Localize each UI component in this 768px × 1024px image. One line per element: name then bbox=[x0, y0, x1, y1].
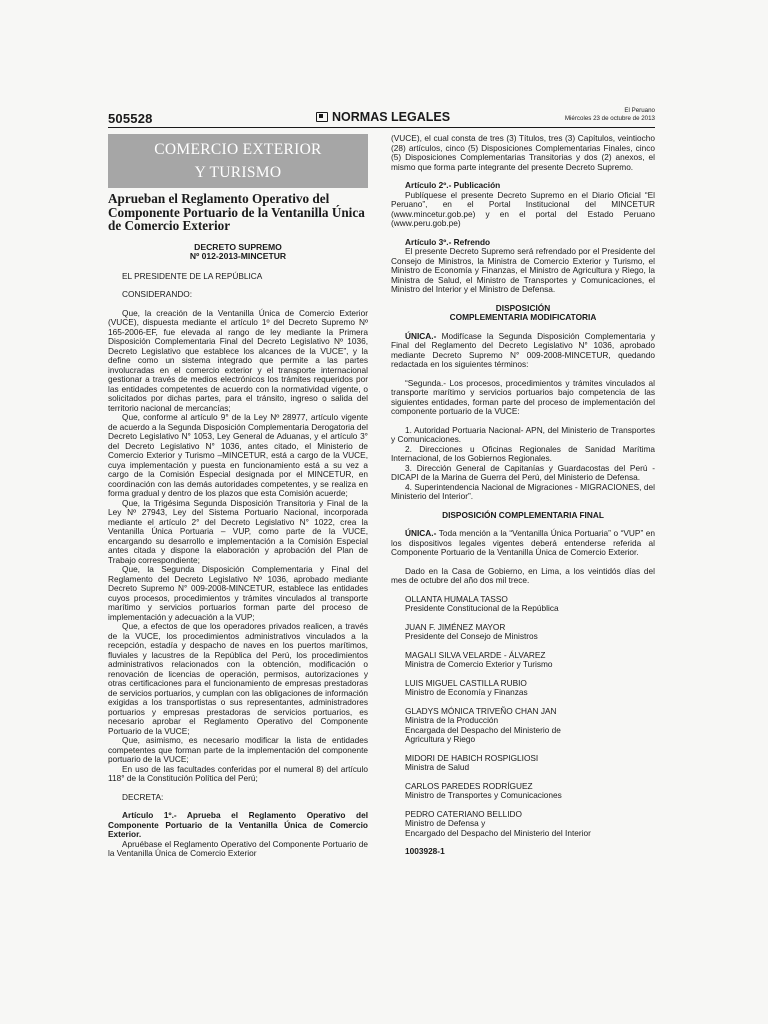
article-1-text: Apruébase el Reglamento Operativo del Componente Portuario de la Ventanilla Única de Comercio Exterior bbox=[108, 838, 368, 858]
paragraph: Que, la Trigésima Segunda Disposición Transitoria y Final de la Ley Nº 27943, Ley del Sistema Portuario Nacional, incorporada mediante el artículo 2° del Decreto Legislativo N° 1022, crea la Ventanilla Única Portuaria – VUP, como parte de la VUCE, encargando su desarrollo e implementación a la Comisión Especial antes citada y dispone la elaboración y aprobación del Plan de Trabajo correspondiente; bbox=[108, 497, 368, 565]
final-disposition-text: Toda mención a la “Ventanilla Única Portuaria” o “VUP” en los dispositivos legales vigentes deberá entenderse referida al Componente Portuario de la Ventanilla Única de Comercio Exterior. bbox=[391, 528, 655, 557]
quoted-paragraph: “Segunda.- Los procesos, procedimientos y trámites vinculados al transporte marítimo y servicios portuarios bajo competencia de las siguientes entidades, forman parte del proceso de implementación del componente portuario de la VUCE: bbox=[391, 377, 655, 416]
signatory-name: OLLANTA HUMALA TASSO bbox=[405, 593, 508, 604]
decree-type: DECRETO SUPREMO bbox=[194, 241, 282, 252]
signatory-name: GLADYS MÓNICA TRIVEÑO CHAN JAN bbox=[405, 705, 557, 716]
signatures bbox=[391, 595, 655, 857]
signatory-role: Presidente del Consejo de Ministros bbox=[405, 631, 538, 641]
publication-name: NORMAS LEGALES bbox=[332, 110, 451, 124]
section-banner-line: COMERCIO EXTERIOR bbox=[154, 141, 322, 158]
signatory-role: Ministra de Salud bbox=[405, 762, 470, 772]
paragraph: Que, a efectos de que los operadores privados realicen, a través de la VUCE, los procedimientos administrativos vinculados a la recepción, estadía y despacho de naves en los puertos marítimos, fluviales y lacustres de la República del Perú, los procedimientos administrativos relacionados con la obtención, modificación o renovación de licencias de operación, permisos, autorizaciones y otras certificaciones para el funcionamiento de empresas prestadoras de servicios portuarios, y cumplan con las obligaciones de información exigidas a los transportistas o sus representantes, administradores portuarios y empresas prestadoras de servicios portuarios, es necesario aprobar el Reglamento Operativo del Componente Portuario de la VUCE; bbox=[108, 621, 368, 736]
publication-code: 1003928-1 bbox=[405, 846, 445, 856]
paper-name: El Peruano bbox=[624, 107, 655, 114]
paragraph: CONSIDERANDO: bbox=[122, 289, 193, 299]
article-3-text: El presente Decreto Supremo será refrendado por el Presidente del Consejo de Ministros, la Ministra de Comercio Exterior y Turismo, el Ministro de Economía y Finanzas, el Ministro de Agricultura y Riego, la Ministra de Salud, el Ministro de Transportes y Comunicaciones, el Ministro del Interior y el Ministro de Defensa. bbox=[391, 246, 655, 294]
right-column bbox=[391, 134, 655, 857]
list-item: 1. Autoridad Portuaria Nacional- APN, del Ministerio de Transportes y Comunicaciones. bbox=[391, 424, 655, 444]
left-column bbox=[108, 134, 368, 859]
final-disposition-lead: ÚNICA.- bbox=[405, 528, 437, 538]
paragraph: EL PRESIDENTE DE LA REPÚBLICA bbox=[122, 270, 263, 281]
signatory-role: Agricultura y Riego bbox=[405, 734, 476, 744]
signatory-role: Presidente Constitucional de la República bbox=[405, 603, 559, 613]
closing-paragraph: Dado en la Casa de Gobierno, en Lima, a los veintidós días del mes de octubre del año dos mil trece. bbox=[391, 565, 655, 585]
article-1-heading-text: Artículo 1º.- Aprueba el Reglamento Operativo del Componente Portuario de la Ventanilla Única de Comercio Exterior. bbox=[108, 810, 368, 839]
paragraph: Que, la Segunda Disposición Complementaria y Final del Reglamento del Decreto Legislativo Nº 1036, aprobado mediante Decreto Supremo N° 009-2008-MINCETUR, establece las entidades cuyos procesos, procedimientos y trámites vinculados al transporte marítimo y servicios portuarios forman parte del proceso de implementación y adecuación a la VUP; bbox=[108, 564, 368, 622]
page-number: 505528 bbox=[108, 111, 153, 126]
header-dateline bbox=[565, 107, 655, 123]
article-headline: Aprueban el Reglamento Operativo del Componente Portuario de la Ventanilla Única de Comercio Exterior bbox=[108, 191, 365, 233]
header-rule bbox=[108, 127, 655, 128]
publication-logo bbox=[316, 110, 450, 124]
signatory-name: MAGALI SILVA VELARDE - ÁLVAREZ bbox=[405, 649, 546, 660]
logo-icon bbox=[316, 112, 328, 122]
disposition-text: Modifícase la Segunda Disposición Complementaria y Final del Reglamento del Decreto Legislativo N° 1036, aprobado mediante Decreto Supremo N° 009-2008-MINCETUR, quedando redactada en los siguientes términos: bbox=[391, 330, 655, 369]
list-item: 3. Dirección General de Capitanías y Guardacostas del Perú - DICAPI de la Marina de Guerra del Perú, del Ministerio de Defensa. bbox=[391, 462, 655, 482]
signatory-role: Ministro de Economía y Finanzas bbox=[405, 687, 528, 697]
signatory-role: Encargado del Despacho del Ministerio del Interior bbox=[405, 827, 591, 838]
final-disposition-title: DISPOSICIÓN COMPLEMENTARIA FINAL bbox=[442, 509, 604, 520]
section-banner bbox=[108, 134, 368, 188]
signatory-name: PEDRO CATERIANO BELLIDO bbox=[405, 808, 522, 819]
signatory-role: Ministro de Transportes y Comunicaciones bbox=[405, 790, 562, 800]
disposition-subtitle: COMPLEMENTARIA MODIFICATORIA bbox=[449, 312, 597, 322]
final-disposition-paragraph bbox=[391, 529, 655, 558]
disposition-paragraph bbox=[391, 332, 655, 370]
decree-title bbox=[108, 243, 368, 262]
signatory-name: JUAN F. JIMÉNEZ MAYOR bbox=[405, 621, 506, 632]
signatory-name: CARLOS PAREDES RODRÍGUEZ bbox=[405, 780, 533, 791]
article-2-text: Publíquese el presente Decreto Supremo en el Diario Oficial “El Peruano”, en el Portal Institucional del MINCETUR (www.mincetur.gob.pe) y en el portal del Estado Peruano (www.peru.gob.pe) bbox=[391, 189, 655, 228]
article-1-heading bbox=[108, 811, 368, 840]
section-banner-line: Y TURISMO bbox=[194, 164, 282, 181]
signatory-role: Ministro de Defensa y bbox=[405, 818, 486, 828]
paragraph: Que, la creación de la Ventanilla Única de Comercio Exterior (VUCE), dispuesta mediante el artículo 1º del Decreto Supremo Nº 165-2006-EF, fue elevada al rango de ley mediante la Primera Disposición Complementaria Final del Decreto Legislativo Nº 1036, Decreto Legislativo que establece los alcances de la VUCE”, y la define como un sistema integrado que permite a las partes involucradas en el comercio exterior y el transporte internacional gestionar a través de medios electrónicos los trámites requeridos por las entidades competentes de acuerdo con la normatividad vigente, o solicitados por dichas partes, para el tránsito, ingreso o salida del territorio nacional de mercancías; bbox=[108, 307, 368, 413]
paragraph: DECRETA: bbox=[122, 791, 164, 802]
article-3-heading-text: Artículo 3º.- Refrendo bbox=[405, 236, 491, 247]
list-item: 2. Direcciones u Oficinas Regionales de Sanidad Marítima Internacional, de los Gobiernos Regionales. bbox=[391, 443, 655, 463]
paragraph: Que, asimismo, es necesario modificar la lista de entidades competentes que forman parte de la implementación del componente portuario de la VUCE; bbox=[108, 735, 368, 764]
signatory-name: MIDORI DE HABICH ROSPIGLIOSI bbox=[405, 752, 539, 763]
article-2-heading-text: Artículo 2º.- Publicación bbox=[405, 180, 501, 190]
issue-date: Miércoles 23 de octubre de 2013 bbox=[564, 115, 655, 122]
signatory-role: Encargada del Despacho del Ministerio de bbox=[405, 724, 561, 735]
paragraph: Que, conforme al artículo 9° de la Ley Nº 28977, artículo vigente de acuerdo a la Segunda Disposición Complementaria Derogatoria del Decreto Legislativo N° 1053, Ley General de Aduanas, y el artículo 3° del Decreto Legislativo N° 1036, antes citado, el Ministerio de Comercio Exterior y Turismo –MINCETUR, está a cargo de la VUCE, cuya implementación y puesta en funcionamiento está a su vez a cargo de la Comisión Especial designada por el MINCETUR, en coordinación con las demás autoridades competentes, y se realiza en forma gradual y dentro de los plazos que esta Comisión acuerde; bbox=[108, 412, 368, 498]
signatory-role: Ministra de la Producción bbox=[405, 715, 499, 725]
signatory-role: Ministra de Comercio Exterior y Turismo bbox=[405, 659, 553, 669]
signatory-name: LUIS MIGUEL CASTILLA RUBIO bbox=[405, 677, 527, 688]
disposition-title: DISPOSICIÓN bbox=[495, 302, 551, 313]
list-item: 4. Superintendencia Nacional de Migraciones - MIGRACIONES, del Ministerio del Interior”. bbox=[391, 481, 655, 501]
disposition-lead: ÚNICA.- bbox=[405, 330, 437, 341]
article-1-continued: (VUCE), el cual consta de tres (3) Títulos, tres (3) Capítulos, veintiocho (28) artículos, cinco (5) Disposiciones Complementarias Finales, cinco (5) Disposiciones Complementarias Transitorias y dos (2) anexos, el mismo que forma parte integrante del presente Decreto Supremo. bbox=[391, 133, 655, 172]
paragraph: En uso de las facultades conferidas por el numeral 8) del artículo 118° de la Constitución Política del Perú; bbox=[108, 763, 368, 783]
decree-number: Nº 012-2013-MINCETUR bbox=[189, 251, 287, 261]
